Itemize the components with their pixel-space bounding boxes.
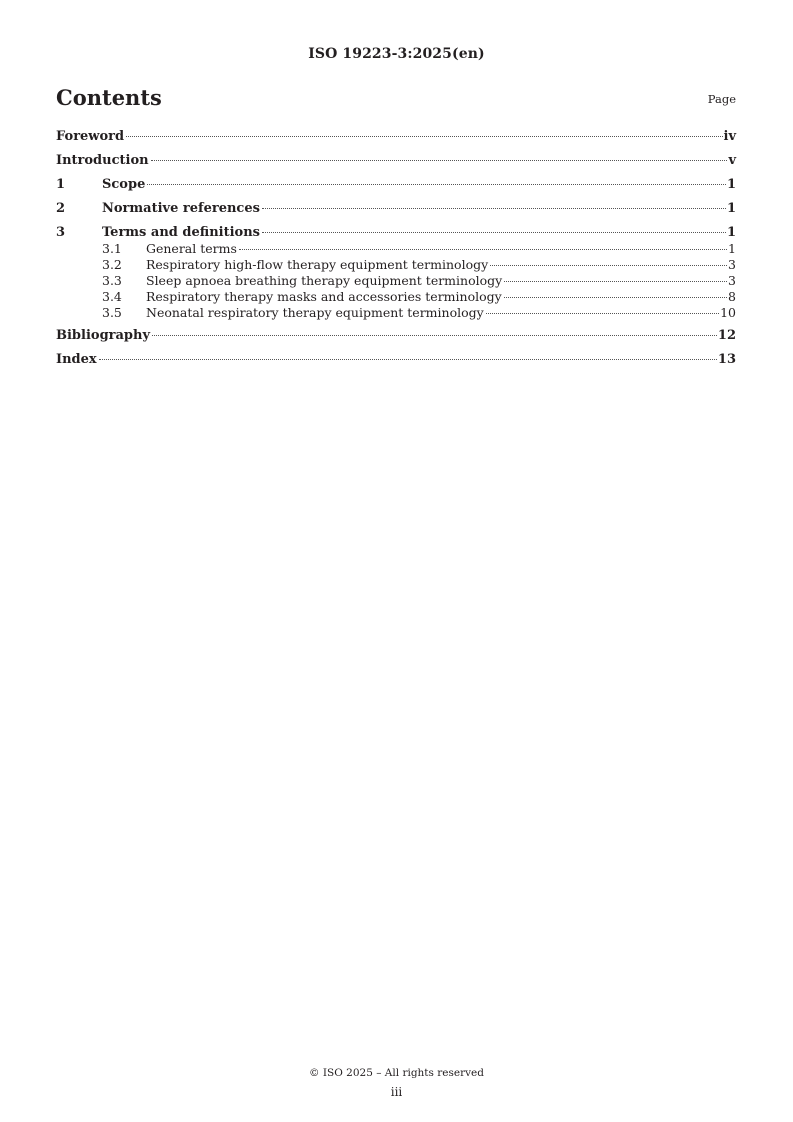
- dot-leader: [99, 359, 717, 360]
- toc-entry-page: v: [728, 153, 736, 168]
- toc-entry-number: 3.3: [102, 273, 122, 288]
- toc-entry-title: Respiratory high-flow therapy equipment terminology: [146, 257, 489, 272]
- toc-entry-page: 12: [717, 328, 736, 343]
- toc-entry-page: 1: [728, 241, 736, 256]
- toc-entry-scope[interactable]: [56, 176, 736, 194]
- toc-entry-title: Scope: [102, 177, 146, 192]
- toc-entry-page: 10: [720, 305, 736, 320]
- toc-entry-title: Normative references: [102, 201, 260, 216]
- toc-entry-bibliography[interactable]: [56, 327, 736, 345]
- toc-entry-page: 13: [717, 352, 736, 367]
- toc-entry-page: 3: [728, 257, 736, 272]
- toc-subentry-3-3[interactable]: [56, 273, 736, 288]
- dot-leader: [490, 265, 727, 266]
- toc-entry-index[interactable]: [56, 351, 736, 369]
- toc-entry-introduction[interactable]: [56, 152, 736, 170]
- page-column-label: Page: [707, 92, 736, 106]
- toc-entry-title: Terms and definitions: [102, 225, 260, 240]
- toc-entry-title: General terms: [146, 241, 237, 256]
- dot-leader: [262, 208, 726, 209]
- toc-entry-page: iv: [723, 129, 736, 144]
- dot-leader: [486, 313, 719, 314]
- toc-entry-number: 2: [56, 201, 66, 216]
- dot-leader: [151, 160, 728, 161]
- toc-entry-title: Bibliography: [56, 328, 151, 343]
- dot-leader: [126, 136, 722, 137]
- toc-entry-number: 3: [56, 225, 66, 240]
- copyright-notice: © ISO 2025 – All rights reserved: [309, 1067, 484, 1079]
- toc-entry-normative-references[interactable]: [56, 200, 736, 218]
- toc-entry-foreword[interactable]: [56, 128, 736, 146]
- page-number: iii: [390, 1085, 403, 1099]
- toc-entry-number: 3.1: [102, 241, 122, 256]
- toc-entry-terms-and-definitions[interactable]: [56, 224, 736, 242]
- dot-leader: [152, 335, 717, 336]
- toc-entry-page: 8: [728, 289, 736, 304]
- toc-subentry-3-1[interactable]: [56, 241, 736, 256]
- dot-leader: [262, 232, 726, 233]
- toc-entry-number: 3.2: [102, 257, 122, 272]
- toc-entry-title: Index: [56, 352, 97, 367]
- toc-entry-title: Foreword: [56, 129, 125, 144]
- page-title: Contents: [56, 85, 162, 110]
- dot-leader: [147, 184, 726, 185]
- dot-leader: [239, 249, 727, 250]
- document-id-header: ISO 19223-3:2025(en): [308, 46, 485, 62]
- dot-leader: [504, 281, 727, 282]
- toc-entry-page: 1: [726, 201, 736, 216]
- toc-entry-page: 1: [726, 225, 736, 240]
- toc-entry-page: 3: [728, 273, 736, 288]
- toc-entry-title: Neonatal respiratory therapy equipment terminology: [146, 305, 484, 320]
- toc-entry-title: Respiratory therapy masks and accessories terminology: [146, 289, 502, 304]
- toc-entry-number: 3.5: [102, 305, 122, 320]
- dot-leader: [504, 297, 727, 298]
- toc-entry-page: 1: [726, 177, 736, 192]
- toc-entry-title: Introduction: [56, 153, 149, 168]
- toc-subentry-3-4[interactable]: [56, 289, 736, 304]
- toc-entry-number: 3.4: [102, 289, 122, 304]
- toc-subentry-3-5[interactable]: [56, 305, 736, 320]
- toc-entry-number: 1: [56, 177, 66, 192]
- toc-subentry-3-2[interactable]: [56, 257, 736, 272]
- toc-entry-title: Sleep apnoea breathing therapy equipment terminology: [146, 273, 503, 288]
